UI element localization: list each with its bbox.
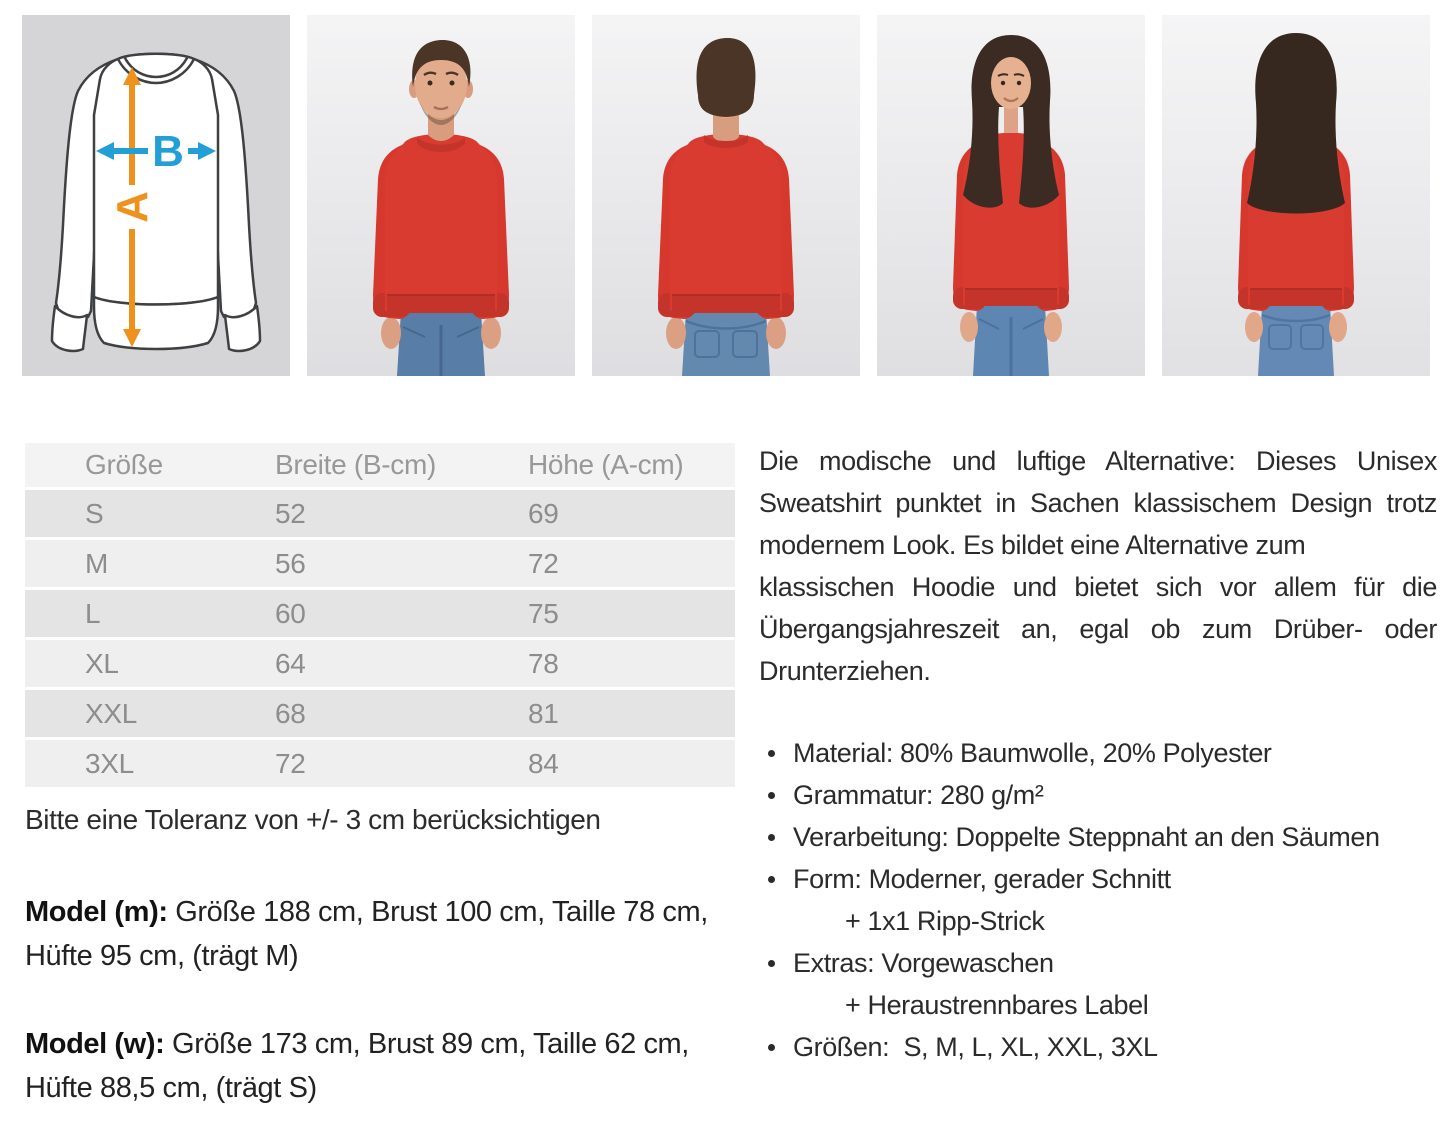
model-female-label: Model (w): <box>25 1028 165 1060</box>
cell-height: 75 <box>468 590 735 637</box>
cell-width: 64 <box>215 640 468 687</box>
height-dimension-label: A <box>108 191 157 223</box>
male-back-graphic <box>592 15 860 376</box>
col-header-height: Höhe (A-cm) <box>468 443 735 487</box>
model-male-info <box>25 890 725 978</box>
product-image-gallery <box>0 0 1445 376</box>
size-table-row <box>25 690 735 737</box>
size-table-header-row <box>25 443 735 487</box>
cell-width: 72 <box>215 740 468 787</box>
size-table-row <box>25 590 735 637</box>
description-paragraph: Die modische und luftige Alternative: Dieses Unisex Sweatshirt punktet in Sachen klassischem Design trotz modernem Look. Es bildet eine Alternative zum <box>759 446 1437 560</box>
bullet-icon <box>768 750 775 757</box>
cell-size: XXL <box>25 690 215 737</box>
male-front-graphic <box>307 15 575 376</box>
size-table-row <box>25 490 735 537</box>
col-header-width: Breite (B-cm) <box>215 443 468 487</box>
tolerance-note: Bitte eine Toleranz von +/- 3 cm berücksichtigen <box>25 804 601 835</box>
bullet-icon <box>768 834 775 841</box>
size-table-row <box>25 540 735 587</box>
sweatshirt-outline-graphic <box>22 15 290 376</box>
width-dimension-label: B <box>152 127 184 176</box>
feature-fit-extra: + 1x1 Ripp-Strick <box>845 906 1045 936</box>
cell-width: 56 <box>215 540 468 587</box>
model-male-label: Model (m): <box>25 896 168 928</box>
col-header-size: Größe <box>25 443 215 487</box>
size-chart-diagram <box>22 15 290 376</box>
photo-female-model-front <box>877 15 1145 376</box>
cell-height: 78 <box>468 640 735 687</box>
product-feature-list <box>759 732 1437 1068</box>
cell-height: 81 <box>468 690 735 737</box>
product-details <box>0 440 1445 1110</box>
cell-width: 52 <box>215 490 468 537</box>
cell-height: 84 <box>468 740 735 787</box>
photo-female-model-back <box>1162 15 1430 376</box>
cell-size: M <box>25 540 215 587</box>
bullet-icon <box>768 960 775 967</box>
photo-male-model-front <box>307 15 575 376</box>
cell-width: 68 <box>215 690 468 737</box>
cell-size: XL <box>25 640 215 687</box>
feature-material: Material: 80% Baumwolle, 20% Polyester <box>759 732 1437 774</box>
bullet-icon <box>768 1044 775 1051</box>
cell-width: 60 <box>215 590 468 637</box>
female-back-graphic <box>1162 15 1430 376</box>
model-female-measurements: Größe 173 cm, Brust 89 cm, Taille 62 cm, Hüfte 88,5 cm, (trägt S) <box>25 1028 689 1104</box>
cell-size: L <box>25 590 215 637</box>
bullet-icon <box>768 792 775 799</box>
feature-workmanship: Verarbeitung: Doppelte Steppnaht an den Säumen <box>759 816 1437 858</box>
model-female-info <box>25 1022 725 1110</box>
female-front-graphic <box>877 15 1145 376</box>
cell-size: 3XL <box>25 740 215 787</box>
cell-height: 72 <box>468 540 735 587</box>
description-column <box>759 440 1437 1110</box>
size-info-column <box>25 440 735 1110</box>
size-table <box>25 440 735 790</box>
feature-fit: Form: Moderner, gerader Schnitt + 1x1 Ripp-Strick <box>759 858 1437 942</box>
size-table-row <box>25 640 735 687</box>
model-male-measurements: Größe 188 cm, Brust 100 cm, Taille 78 cm, Hüfte 95 cm, (trägt M) <box>25 896 708 972</box>
size-table-row <box>25 740 735 787</box>
bullet-icon <box>768 876 775 883</box>
description-paragraph-continued: klassischen Hoodie und bietet sich vor allem für die Übergangsjahreszeit an, egal ob zum Drüber- oder Drunterziehen. <box>759 572 1437 686</box>
feature-grammage: Grammatur: 280 g/m² <box>759 774 1437 816</box>
feature-extras-extra: + Heraustrennbares Label <box>845 990 1149 1020</box>
feature-extras: Extras: Vorgewaschen + Heraustrennbares Label <box>759 942 1437 1026</box>
cell-height: 69 <box>468 490 735 537</box>
cell-size: S <box>25 490 215 537</box>
feature-sizes: Größen: S, M, L, XL, XXL, 3XL <box>759 1026 1437 1068</box>
photo-male-model-back <box>592 15 860 376</box>
